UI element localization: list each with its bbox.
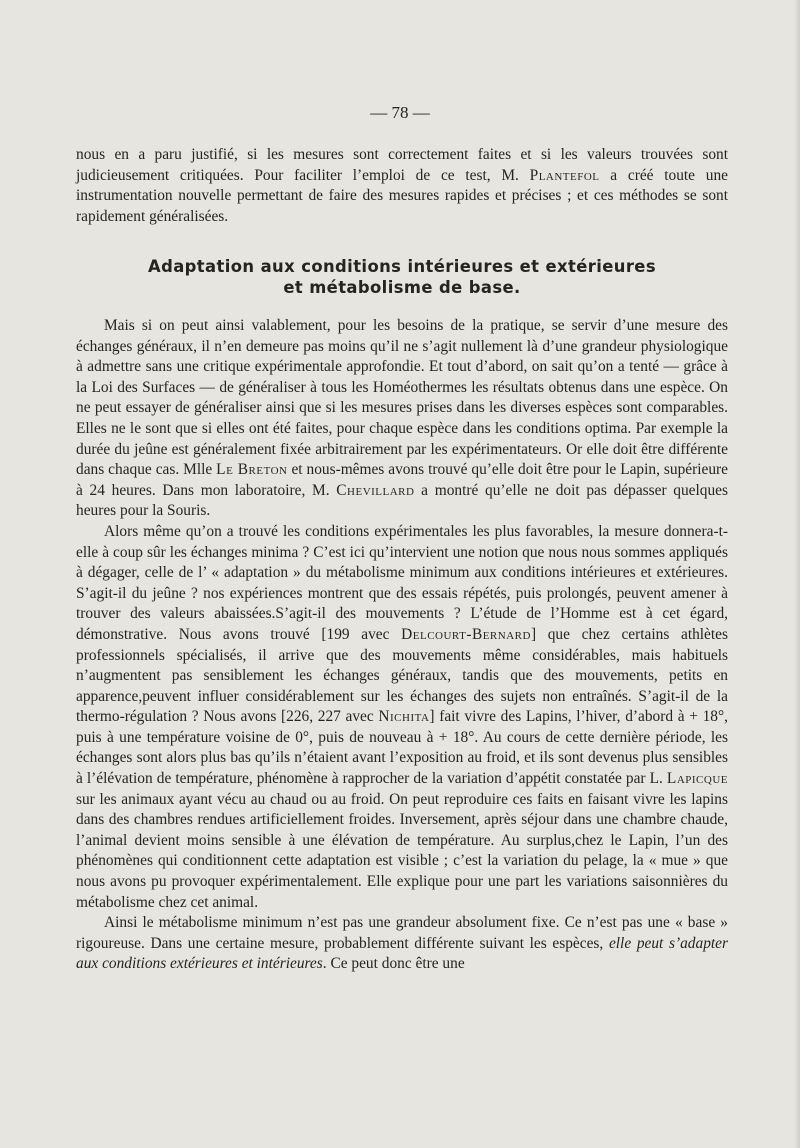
paragraph-fasting-text-3: a montré qu’elle ne doit pas dépasser quelques heures pour la Souris. <box>76 481 729 520</box>
author-name-plantefol: Plantefol <box>529 166 600 184</box>
section-heading-line-1: Adaptation aux conditions intérieures et extérieures <box>148 257 656 276</box>
author-name-le-breton: Le Breton <box>216 461 288 479</box>
paragraph-conclusion-text-1: Ainsi le métabolisme minimum n’est pas une grandeur absolument fixe. Ce n’est pas une « base » rigoureuse. Dans une certaine mesure, probablement différente suivant les espèces, <box>76 914 728 952</box>
paragraph-adaptation-text-2: ] que chez certains athlètes professionnels spécialisés, il arrive que des mouvements même considérables, mais habituels n’augmentent pas sensiblement les échanges généraux, tandis que des mouvements, petits en apparence,peuvent influer considérablement sur les échanges des sujets non entraînés. S’agit-il de la thermo-régulation ? Nous avons [226, 227 avec <box>76 625 728 726</box>
paragraph-adaptation-text-1: Alors même qu’on a trouvé les conditions expérimentales les plus favorables, la mesure donnera-t-elle à coup sûr les échanges minima ? C’est ici qu’intervient une notion que nous nous sommes appliqués à dégager, celle de l’ « adaptation » du métabolisme minimum aux conditions intérieures et extérieures. S’agit-il du jeûne ? nos expériences montrent que des essais répétés, puis prolongés, peuvent amener à trouver des valeurs abaissées.S’agit-il des mouvements ? L’étude de l’Homme est à cet égard, démonstrative. Nous avons trouvé [199 avec <box>76 522 728 643</box>
author-name-delcourt-bernard: Delcourt-Bernard <box>401 625 531 643</box>
page-edge-shadow <box>794 0 800 1148</box>
paragraph-fasting <box>76 316 728 522</box>
section-heading-line-2: et métabolisme de base. <box>283 278 521 297</box>
emphasized-phrase: elle peut s’adapter aux conditions extérieures et intérieures <box>76 934 728 973</box>
paragraph-adaptation <box>76 522 728 913</box>
paragraph-adaptation-text-4: sur les animaux ayant vécu au chaud ou au froid. On peut reproduire ces faits en faisant vivre les lapins dans des chambres rendues artificiellement froides. Inversement, après séjour dans une chambre chaude, l’animal devient moins sensible à une élévation de température. Au surplus,chez le Lapin, l’un des phénomènes qui conditionnent cette adaptation est visible ; c’est la variation du pelage, la « mue » que nous avons pu provoquer expérimentalement. Elle explique pour une part les variations saisonnières du métabolisme chez cet animal. <box>76 790 728 911</box>
page-number: — 78 — <box>370 103 430 122</box>
author-name-chevillard: Chevillard <box>336 481 415 499</box>
author-name-lapicque: Lapicque <box>666 770 728 788</box>
section-body <box>76 316 728 975</box>
section-heading <box>76 256 728 298</box>
paragraph-fasting-text-2: et nous-mêmes avons trouvé qu’elle doit être pour le Lapin, supérieure à 24 heures. Dans mon laboratoire, M. <box>76 461 728 499</box>
paragraph-fasting-text-1: Mais si on peut ainsi valablement, pour les besoins de la pratique, se servir d’une mesure des échanges généraux, il n’en demeure pas moins qu’il ne s’agit nullement là d’une grandeur physiologique à admettre sans une critique expérimentale approfondie. Et tout d’abord, on sait qu’on a tenté — grâce à la Loi des Surfaces — de généraliser à tous les Homéothermes les résultats obtenus dans une espèce. On ne peut essayer de généraliser ainsi que si les mesures prises dans les diverses espèces sont comparables. Elles ne le sont que si elles ont été faites, pour chaque espèce dans les conditions optima. Par exemple la durée du jeûne est généralement fixée arbitrairement par les expérimentateurs. Or elle doit être différente dans chaque cas. Mlle <box>76 317 728 479</box>
intro-paragraph <box>76 145 728 227</box>
author-name-nichita: Nichita <box>378 708 430 726</box>
intro-text-2: a créé toute une instrumentation nouvelle permettant de faire des mesures rapides et précises ; et ces méthodes se sont rapidement généralisées. <box>76 166 728 225</box>
intro-text-1: nous en a paru justifié, si les mesures sont correctement faites et si les valeurs trouvées sont judicieusement critiquées. Pour faciliter l’emploi de ce test, M. <box>76 146 728 184</box>
paragraph-conclusion-text-2: . Ce peut donc être une <box>322 955 465 973</box>
paragraph-adaptation-text-3: ] fait vivre des Lapins, l’hiver, d’abord à + 18°, puis à une température voisine de 0°, puis de nouveau à + 18°. Au cours de cette dernière période, les échanges sont alors plus bas qu’ils n’étaient avant l’exposition au froid, et ils sont devenus plus sensibles à l’élévation de température, phénomène à rapprocher de la variation d’appétit constatée par L. <box>76 708 728 788</box>
paragraph-conclusion <box>76 913 728 975</box>
